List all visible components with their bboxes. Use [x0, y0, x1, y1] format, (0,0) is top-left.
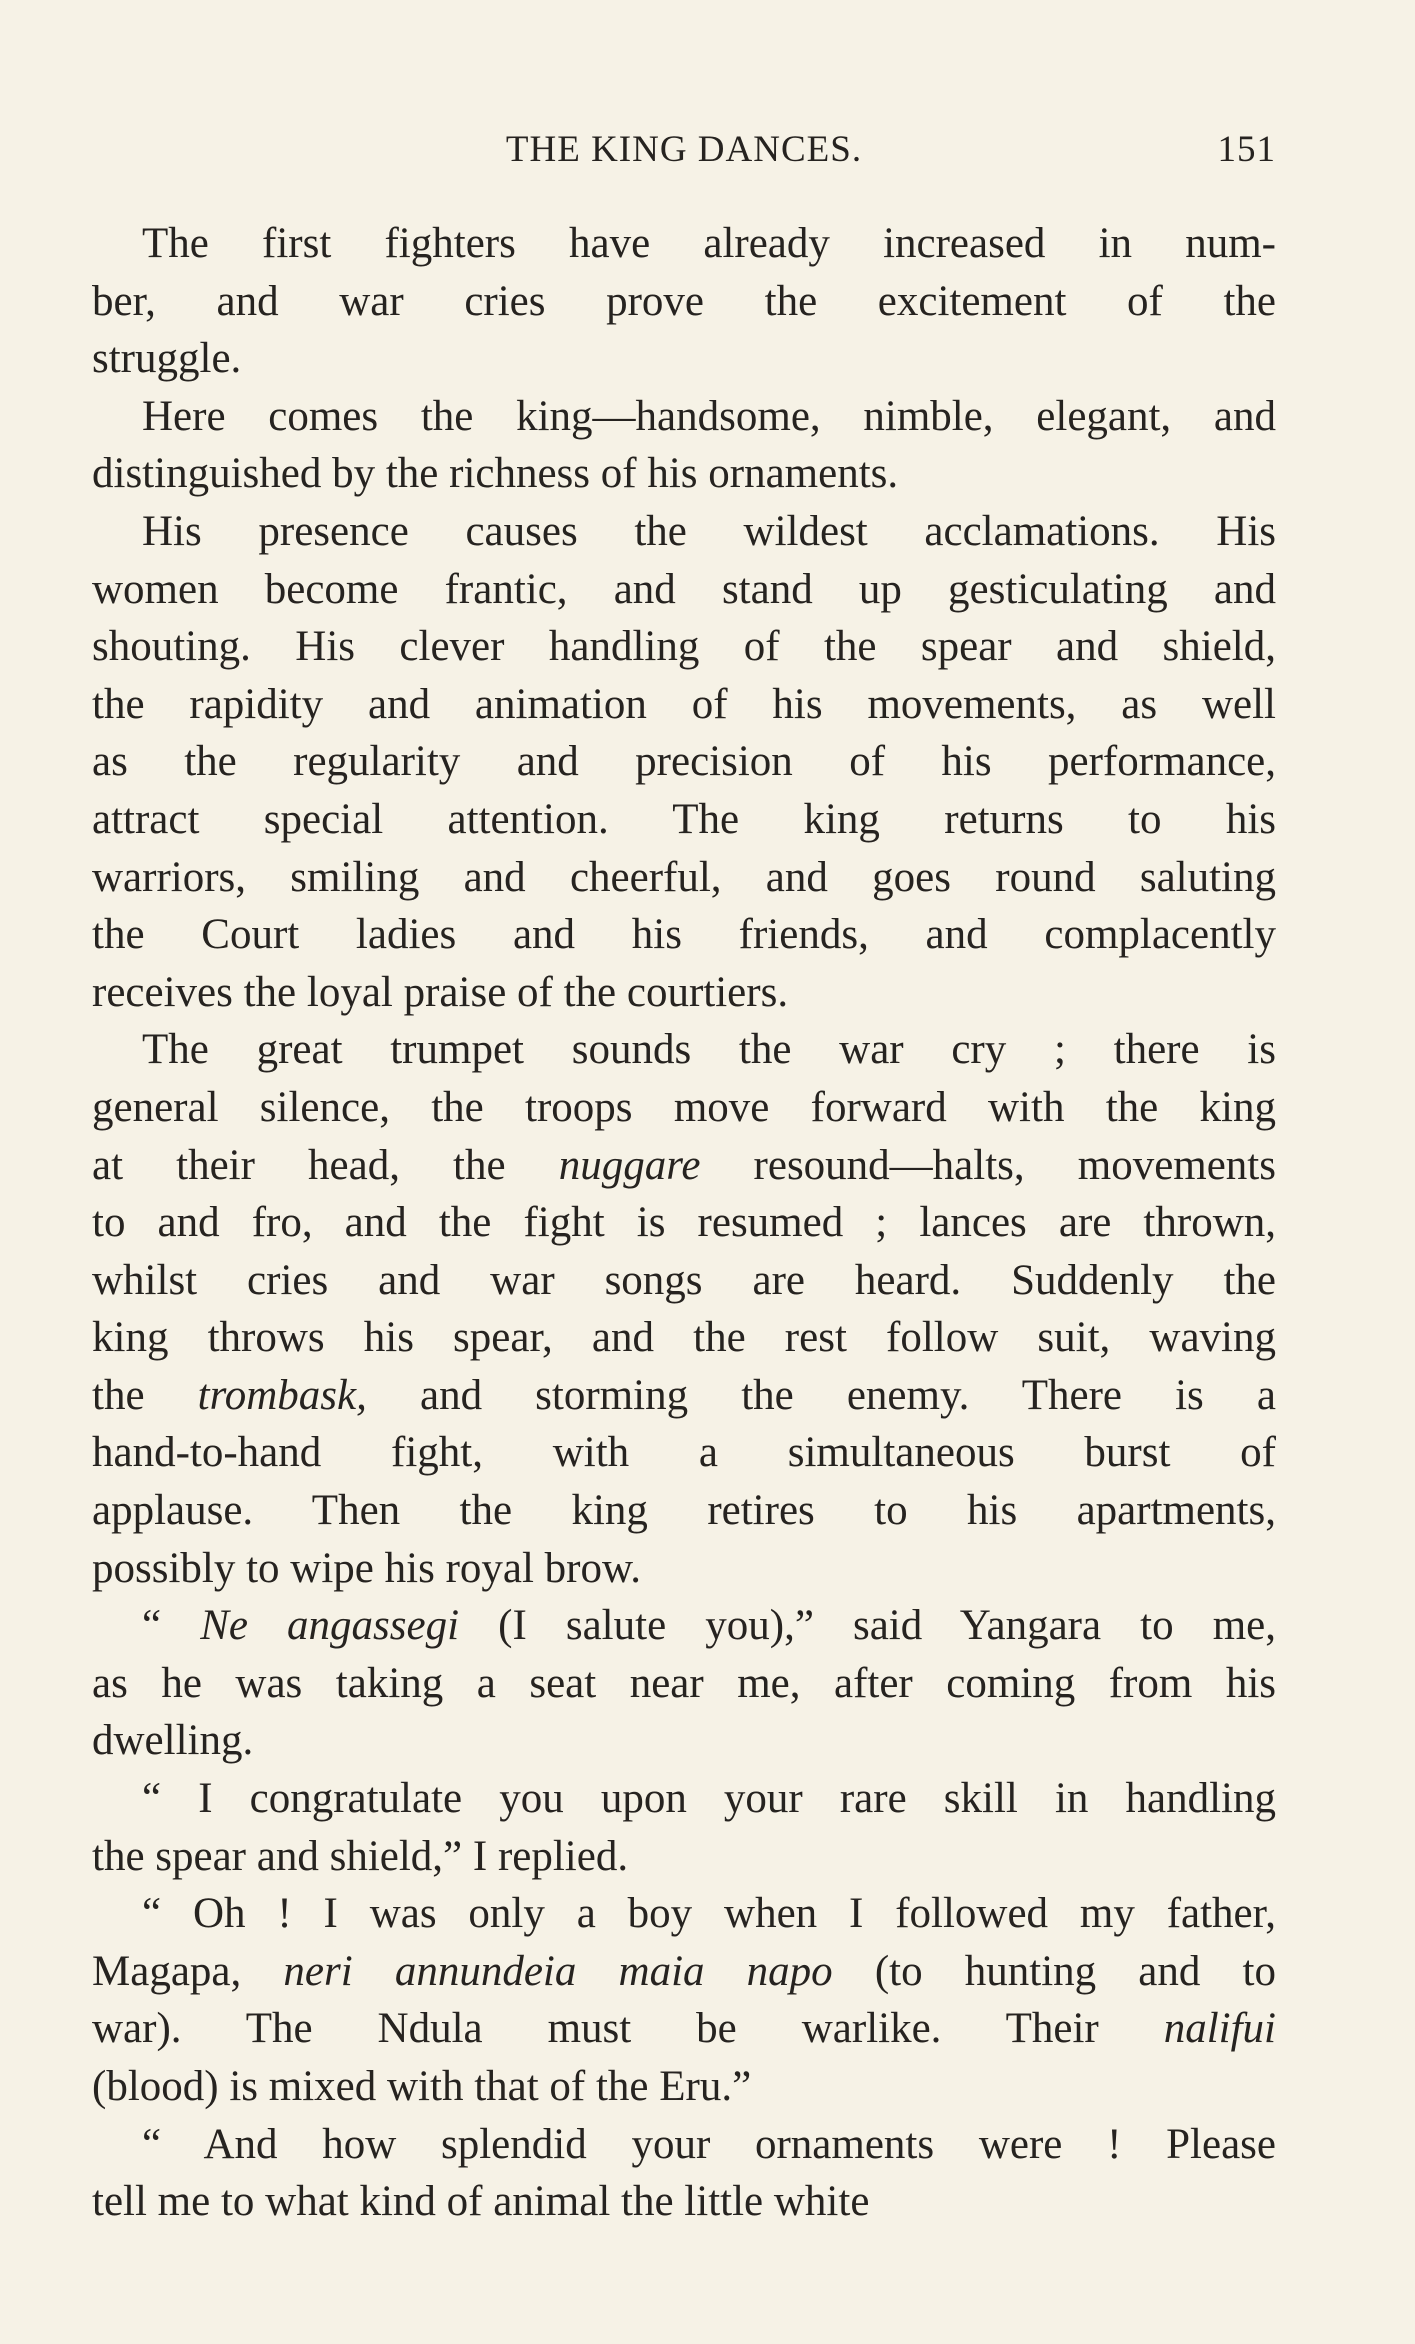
text-line: Here comes the king—handsome, nimble, elegant, and: [142, 392, 1276, 440]
text-line: women become frantic, and stand up gesticulating and: [92, 565, 1276, 613]
italic-term: neri annundeia maia napo: [283, 1947, 833, 1995]
text-line: the trombask, and storming the enemy. There is a: [92, 1371, 1276, 1419]
running-title: THE KING DANCES.: [505, 129, 863, 170]
text-line: tell me to what kind of animal the little white: [92, 2178, 870, 2226]
text-line: shouting. His clever handling of the spear and shield,: [92, 623, 1276, 671]
italic-term: nalifui: [1163, 2005, 1276, 2053]
text-line: “ I congratulate you upon your rare skill in handling: [142, 1775, 1276, 1823]
paragraph: [92, 1021, 1276, 1597]
text-line: war). The Ndula must be warlike. Their nalifui: [92, 2005, 1276, 2053]
text-line: His presence causes the wildest acclamations. His: [142, 507, 1276, 555]
running-head: [92, 128, 1276, 188]
text-line: the Court ladies and his friends, and complacently: [92, 911, 1276, 959]
text-line: king throws his spear, and the rest follow suit, waving: [92, 1314, 1276, 1362]
paragraph: [92, 1597, 1276, 1770]
paragraph: [92, 388, 1276, 503]
text-line: as the regularity and precision of his performance,: [92, 738, 1276, 786]
text-line: receives the loyal praise of the courtiers.: [92, 968, 789, 1016]
text-line: possibly to wipe his royal brow.: [92, 1544, 642, 1592]
text-line: the spear and shield,” I replied.: [92, 1832, 629, 1880]
text-line: “ And how splendid your ornaments were ! Please: [142, 2120, 1276, 2168]
text-line: “ Ne angassegi (I salute you),” said Yangara to me,: [142, 1602, 1276, 1650]
text-line: The first fighters have already increased in num-: [142, 220, 1276, 267]
text-line: The great trumpet sounds the war cry ; there is: [142, 1026, 1276, 1074]
text-line: whilst cries and war songs are heard. Suddenly the: [92, 1256, 1276, 1304]
text-line: struggle.: [92, 335, 242, 383]
text-line: Magapa, neri annundeia maia napo (to hunting and to: [92, 1947, 1276, 1995]
text-line: distinguished by the richness of his ornaments.: [92, 450, 899, 498]
text-line: general silence, the troops move forward with the king: [92, 1083, 1276, 1131]
text-line: hand-to-hand fight, with a simultaneous burst of: [92, 1429, 1276, 1477]
text-line: “ Oh ! I was only a boy when I followed my father,: [142, 1890, 1276, 1938]
italic-term: trombask,: [197, 1371, 367, 1419]
text-line: warriors, smiling and cheerful, and goes round saluting: [92, 853, 1276, 901]
text-line: to and fro, and the fight is resumed ; lances are thrown,: [92, 1199, 1276, 1247]
paragraph: [92, 1770, 1276, 1885]
text-line: dwelling.: [92, 1717, 254, 1765]
paragraph: [92, 2116, 1276, 2231]
paragraph: [92, 1885, 1276, 2115]
paragraph: [92, 503, 1276, 1021]
italic-term: nuggare: [558, 1141, 701, 1189]
page-number: 151: [1217, 129, 1276, 170]
body-text: [92, 215, 1276, 2231]
text-line: ber, and war cries prove the excitement of the: [92, 277, 1276, 325]
text-line: (blood) is mixed with that of the Eru.”: [92, 2063, 752, 2110]
text-line: attract special attention. The king returns to his: [92, 795, 1276, 843]
text-line: the rapidity and animation of his movements, as well: [92, 680, 1276, 728]
text-line: applause. Then the king retires to his apartments,: [92, 1487, 1276, 1535]
text-line: at their head, the nuggare resound—halts, movements: [92, 1141, 1276, 1189]
text-line: as he was taking a seat near me, after coming from his: [92, 1659, 1276, 1707]
paragraph: [92, 215, 1276, 388]
italic-term: Ne angassegi: [200, 1602, 460, 1650]
